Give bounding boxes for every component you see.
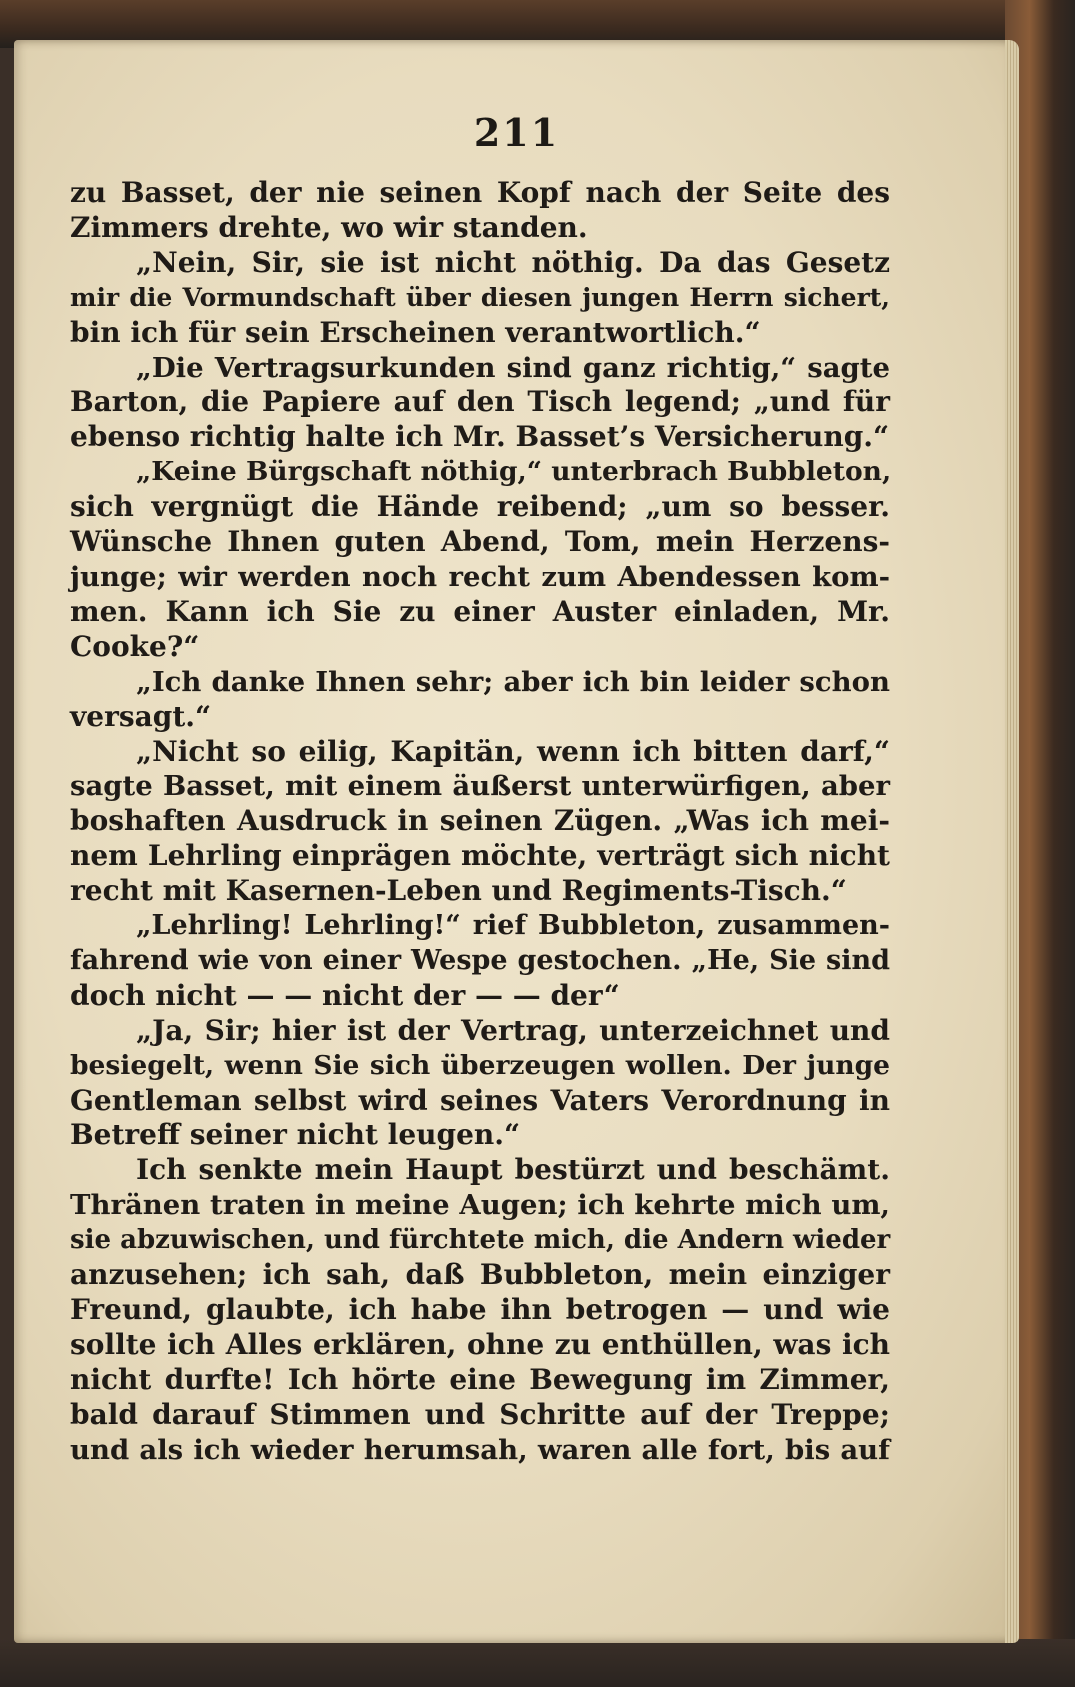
text-line: bin ich für sein Erscheinen verantwortlich.“	[70, 315, 761, 349]
book-cover-bottom	[0, 1639, 1075, 1687]
body-text	[70, 176, 890, 1468]
page-number: 211	[473, 110, 560, 155]
book-page	[14, 40, 1019, 1643]
text-line: mir die Vormundschaft über diesen jungen Herrn sichert,	[70, 282, 890, 312]
text-line: sollte ich Alles erklären, ohne zu enthüllen, was ich	[70, 1327, 890, 1361]
text-line: „Keine Bürgschaft nöthig,“ unterbrach Bubbleton,	[136, 456, 892, 488]
text-line: und als ich wieder herumsah, waren alle fort, bis auf	[70, 1433, 890, 1466]
text-line: sich vergnügt die Hände reibend; „um so besser.	[70, 490, 890, 524]
text-line: anzusehen; ich sah, daß Bubbleton, mein einziger	[70, 1258, 890, 1292]
text-line: nem Lehrling einprägen möchte, verträgt sich nicht	[70, 839, 890, 873]
text-line: zu Basset, der nie seinen Kopf nach der Seite des	[70, 176, 890, 209]
text-line: fahrend wie von einer Wespe gestochen. „He, Sie sind	[70, 944, 890, 976]
text-line: Cooke?“	[70, 629, 200, 663]
text-line: „Ja, Sir; hier ist der Vertrag, unterzeichnet und	[136, 1013, 890, 1047]
text-line: Freund, glaubte, ich habe ihn betrogen — und wie	[70, 1293, 890, 1326]
text-line: men. Kann ich Sie zu einer Auster einladen, Mr.	[70, 594, 890, 628]
text-line: Gentleman selbst wird seines Vaters Verordnung in	[70, 1083, 890, 1117]
text-line: „Lehrling! Lehrling!“ rief Bubbleton, zusammen-	[136, 910, 890, 942]
text-line: ebenso richtig halte ich Mr. Basset’s Versicherung.“	[70, 420, 890, 454]
text-line: nicht durfte! Ich hörte eine Bewegung im Zimmer,	[70, 1362, 890, 1396]
text-line: Zimmers drehte, wo wir standen.	[70, 210, 588, 244]
text-line: doch nicht — — nicht der — — der“	[70, 978, 620, 1012]
text-line: boshaften Ausdruck in seinen Zügen. „Was ich mei-	[70, 804, 890, 838]
text-line: junge; wir werden noch recht zum Abendessen kom-	[70, 560, 890, 593]
text-line: Wünsche Ihnen guten Abend, Tom, mein Herzens-	[70, 525, 890, 559]
text-line: Thränen traten in meine Augen; ich kehrte mich um,	[70, 1189, 890, 1222]
page-edge	[1005, 40, 1019, 1643]
text-line: Ich senkte mein Haupt bestürzt und beschämt.	[136, 1153, 890, 1187]
text-line: „Nicht so eilig, Kapitän, wenn ich bitten darf,“	[136, 734, 890, 768]
text-line: besiegelt, wenn Sie sich überzeugen wollen. Der junge	[70, 1049, 890, 1081]
text-line: bald darauf Stimmen und Schritte auf der Treppe;	[70, 1397, 890, 1431]
text-line: recht mit Kasernen-Leben und Regiments-Tisch.“	[70, 874, 847, 908]
text-line: Betreff seiner nicht leugen.“	[70, 1118, 521, 1152]
text-line: sie abzuwischen, und fürchtete mich, die Andern wieder	[70, 1225, 891, 1256]
text-line: „Ich danke Ihnen sehr; aber ich bin leider schon	[136, 665, 890, 698]
text-line: „Die Vertragsurkunden sind ganz richtig,“ sagte	[136, 351, 890, 384]
text-line: sagte Basset, mit einem äußerst unterwürfigen, aber	[70, 770, 890, 803]
text-line: „Nein, Sir, sie ist nicht nöthig. Da das Gesetz	[136, 245, 890, 279]
text-line: Barton, die Papiere auf den Tisch legend; „und für	[70, 385, 890, 419]
text-line: versagt.“	[70, 699, 212, 733]
